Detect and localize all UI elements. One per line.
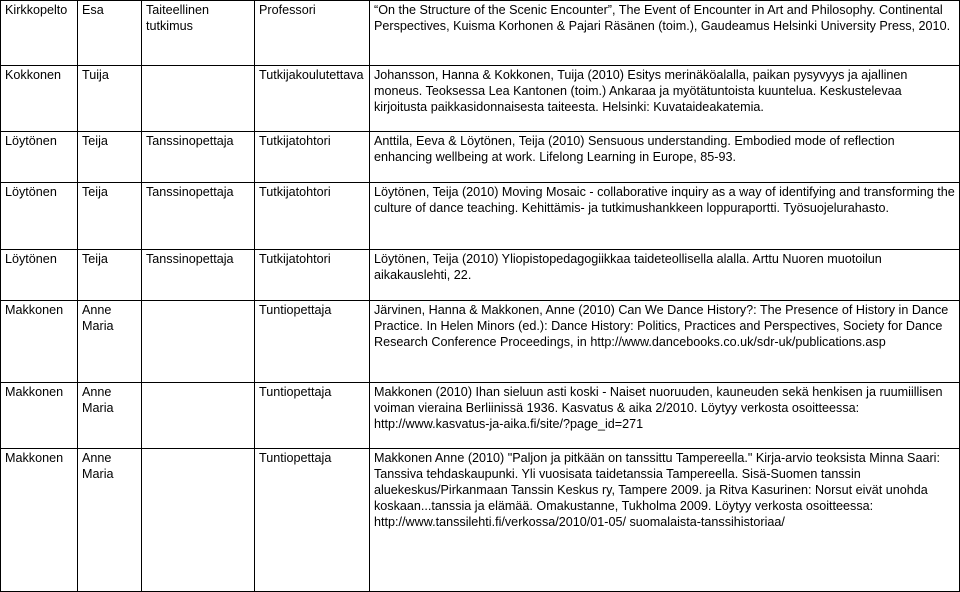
cell-role <box>142 383 255 449</box>
cell-publication: Anttila, Eeva & Löytönen, Teija (2010) Sensuous understanding. Embodied mode of reflection enhancing wellbeing at work. Lifelong Learning in Europe, 85-93. <box>370 132 960 183</box>
cell-publication: Makkonen (2010) Ihan sieluun asti koski - Naiset nuoruuden, kauneuden sekä henkisen ja ruumiillisen voiman vieraina Berliinissä 1936. Kasvatus & aika 2/2010. Löytyy verkosta osoitteessa: http://www.kasvatus-ja-aika.fi/site/?page_id=271 <box>370 383 960 449</box>
cell-publication: Järvinen, Hanna & Makkonen, Anne (2010) Can We Dance History?: The Presence of History in Dance Practice. In Helen Minors (ed.): Dance History: Politics, Practices and Perspectives, Society for Dance Research Conference Proceedings, in http://www.dancebooks.co.uk/sdr-uk/publications.asp <box>370 301 960 383</box>
cell-first-name: Anne Maria <box>78 301 142 383</box>
cell-first-name: Teija <box>78 250 142 301</box>
cell-title: Tutkijakoulutettava <box>255 66 370 132</box>
table-row <box>1 66 960 132</box>
cell-last-name: Kokkonen <box>1 66 78 132</box>
table-row <box>1 301 960 383</box>
cell-title: Tuntiopettaja <box>255 449 370 592</box>
cell-last-name: Makkonen <box>1 383 78 449</box>
table-row <box>1 383 960 449</box>
cell-role <box>142 449 255 592</box>
cell-last-name: Löytönen <box>1 250 78 301</box>
table-row <box>1 449 960 592</box>
cell-title: Tuntiopettaja <box>255 301 370 383</box>
cell-publication: “On the Structure of the Scenic Encounter”, The Event of Encounter in Art and Philosophy. Continental Perspectives, Kuisma Korhonen & Pajari Räsänen (toim.), Gaudeamus Helsinki University Press, 2010. <box>370 1 960 66</box>
cell-last-name: Löytönen <box>1 183 78 250</box>
cell-title: Tuntiopettaja <box>255 383 370 449</box>
table-row <box>1 250 960 301</box>
cell-first-name: Teija <box>78 132 142 183</box>
cell-first-name: Anne Maria <box>78 449 142 592</box>
cell-first-name: Anne Maria <box>78 383 142 449</box>
cell-last-name: Kirkkopelto <box>1 1 78 66</box>
cell-publication: Löytönen, Teija (2010) Moving Mosaic - collaborative inquiry as a way of identifying and transforming the culture of dance teaching. Kehittämis- ja tutkimushankkeen loppuraportti. Työsuojelurahasto. <box>370 183 960 250</box>
cell-role: Tanssinopettaja <box>142 183 255 250</box>
cell-last-name: Makkonen <box>1 301 78 383</box>
cell-last-name: Löytönen <box>1 132 78 183</box>
cell-role: Taiteellinen tutkimus <box>142 1 255 66</box>
table-row <box>1 1 960 66</box>
cell-title: Tutkijatohtori <box>255 132 370 183</box>
cell-first-name: Teija <box>78 183 142 250</box>
cell-role: Tanssinopettaja <box>142 132 255 183</box>
table-row <box>1 183 960 250</box>
table-row <box>1 132 960 183</box>
cell-title: Professori <box>255 1 370 66</box>
cell-first-name: Esa <box>78 1 142 66</box>
cell-title: Tutkijatohtori <box>255 250 370 301</box>
cell-first-name: Tuija <box>78 66 142 132</box>
cell-publication: Löytönen, Teija (2010) Yliopistopedagogiikkaa taideteollisella alalla. Arttu Nuoren muotoilun aikakauslehti, 22. <box>370 250 960 301</box>
cell-title: Tutkijatohtori <box>255 183 370 250</box>
cell-role <box>142 66 255 132</box>
cell-role <box>142 301 255 383</box>
cell-publication: Makkonen Anne (2010) "Paljon ja pitkään on tanssittu Tampereella." Kirja-arvio teoksista Minna Saari: Tanssiva tehdaskaupunki. Yli vuosisata taidetanssia Tampereella. Sisä-Suomen tanssin aluekeskus/Pirkanmaan Tanssin Keskus ry, Tampere 2009. ja Ritva Kasurinen: Norsut eivät unohda koskaan...tanssia ja elämää. Omakustanne, Tukholma 2009. Löytyy verkosta osoitteessa: http://www.tanssilehti.fi/verkossa/2010/01-05/ suomalaista-tanssihistoriaa/ <box>370 449 960 592</box>
cell-role: Tanssinopettaja <box>142 250 255 301</box>
cell-last-name: Makkonen <box>1 449 78 592</box>
table-body <box>1 1 960 592</box>
cell-publication: Johansson, Hanna & Kokkonen, Tuija (2010) Esitys merinäköalalla, paikan pysyvyys ja ajallinen moneus. Teoksessa Lea Kantonen (toim.) Ankaraa ja myötätuntoista kuuntelua. Keskustelevaa kirjoitusta paikkasidonnaisesta taiteesta. Helsinki: Kuvataideakatemia. <box>370 66 960 132</box>
